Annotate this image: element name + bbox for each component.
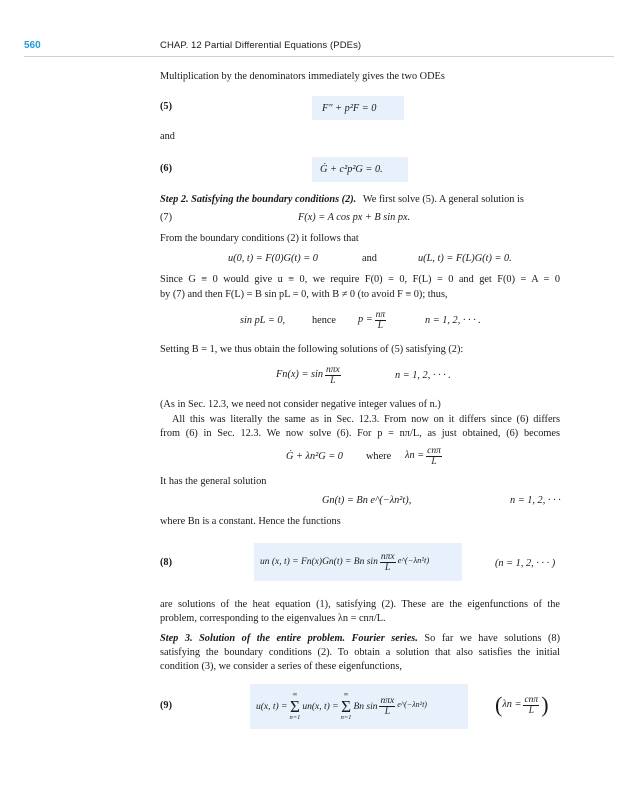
paragraph-all-1: All this was literally the same as in Sec. 12.3. From now on it differs since (6) differs xyxy=(172,414,560,425)
paragraph-are-1: are solutions of the heat equation (1), satisfying (2). These are the eigenfunctions of the xyxy=(160,599,560,610)
eq5-label: (5) xyxy=(160,101,173,112)
eq6-box xyxy=(312,157,408,182)
eq9-box xyxy=(250,684,468,729)
gdot-lambda: λn = $\frac{\text{cnπ}}{L}$ xyxy=(405,445,441,467)
header-rule xyxy=(24,56,614,57)
eq6-label: (6) xyxy=(160,163,173,174)
step3-text-3: condition (3), we consider a series of these eigenfunctions, xyxy=(160,661,402,672)
fn-fraction: $\frac{\text{nπx}}{L}$ xyxy=(325,364,340,386)
eq9-label: (9) xyxy=(160,700,173,711)
step2-text: We first solve (5). A general solution is xyxy=(362,194,524,205)
step2-paragraph xyxy=(160,193,560,207)
page-number: 560 xyxy=(24,40,41,51)
eq5-text: F″ + p²F = 0 xyxy=(322,102,377,114)
step2-heading: Step 2. Satisfying the boundary conditions (2). xyxy=(160,194,357,205)
paragraph-all-2: from (6) in Sec. 12.3. We now solve (6). For p = nπ/L, as just obtained, (6) becomes xyxy=(160,428,560,439)
eq9-sum-2: ∞ Σ n=1 xyxy=(340,691,352,721)
eq7-text: F(x) = A cos px + B sin px. xyxy=(298,212,411,223)
paragraph-as-in: (As in Sec. 12.3, we need not consider negative integer values of n.) xyxy=(160,399,441,410)
paragraph-intro: Multiplication by the denominators immediately gives the two ODEs xyxy=(160,71,445,82)
sinpl-p: p = $\frac{n\pi}{L}$ xyxy=(358,309,386,331)
step3-heading: Step 3. Solution of the entire problem. Fourier series. xyxy=(160,633,418,644)
eq9-equation: u(x, t) = ∞ Σ n=1 un(x, t) = ∞ Σ n=1 Bn sin $\frac{\text{nπx}}{L}$ e^(−λn²t) xyxy=(256,691,427,721)
chapter-title: CHAP. 12 Partial Differential Equations (PDEs) xyxy=(160,40,362,51)
eq8-fraction: $\frac{\text{nπx}}{L}$ xyxy=(380,551,395,573)
eq8-equation: un (x, t) = Fn(x)Gn(t) = Bn sin $\frac{\text{nπx}}{L}$ e^(−λn²t) xyxy=(260,551,430,573)
eq5-box xyxy=(312,96,404,120)
fn-equation: Fn(x) = sin $\frac{\text{nπx}}{L}$ xyxy=(276,364,340,386)
eq9-sum-1: ∞ Σ n=1 xyxy=(289,691,301,721)
paragraph-where: where Bn is a constant. Hence the functions xyxy=(160,516,341,527)
eq8-label: (8) xyxy=(160,557,173,568)
eq9-fraction: $\frac{\text{nπx}}{L}$ xyxy=(380,696,395,717)
gn-equation: Gn(t) = Bn e^(−λn²t), xyxy=(322,495,412,506)
paragraph-since-1: Since G ≡ 0 would give u ≡ 0, we require F(0) = 0, F(L) = 0 and get F(0) = A = 0 xyxy=(160,274,560,285)
paragraph-are-2: problem, corresponding to the eigenvalues λn = cnπ/L. xyxy=(160,613,386,624)
step3-paragraph xyxy=(160,632,560,646)
sinpl-fraction: $\frac{n\pi}{L}$ xyxy=(375,309,386,331)
step3-text-2: satisfying the boundary conditions (2). To obtain a solution that also satisfies the initial xyxy=(160,647,560,658)
gdot-where: where xyxy=(366,451,392,462)
fn-n: n = 1, 2, · · · . xyxy=(395,370,451,381)
sinpl-hence: hence xyxy=(312,315,337,326)
eq6-text: Ġ + c²p²G = 0. xyxy=(320,164,383,175)
paragraph-general: It has the general solution xyxy=(160,476,267,487)
gn-n: n = 1, 2, · · · xyxy=(510,495,561,506)
bc-right: u(L, t) = F(L)G(t) = 0. xyxy=(418,253,512,264)
paragraph-and: and xyxy=(160,131,175,142)
bc-and: and xyxy=(362,253,377,264)
sinpl-left: sin pL = 0, xyxy=(240,315,286,326)
eq8-n: (n = 1, 2, · · · ) xyxy=(495,558,556,569)
eq9-lambda: ( λn = $\frac{\text{cnπ}}{L}$ ) xyxy=(495,692,549,717)
paragraph-from: From the boundary conditions (2) it follows that xyxy=(160,233,359,244)
eq8-box xyxy=(254,543,462,581)
gdot-fraction: $\frac{\text{cnπ}}{L}$ xyxy=(427,445,441,467)
paragraph-since-2: by (7) and then F(L) = B sin pL = 0, with B ≠ 0 (to avoid F ≡ 0); thus, xyxy=(160,289,448,300)
bc-left: u(0, t) = F(0)G(t) = 0 xyxy=(228,253,318,264)
gdot-left: Ġ + λn²G = 0 xyxy=(286,451,343,462)
eq7-label: (7) xyxy=(160,212,173,223)
sinpl-n: n = 1, 2, · · · . xyxy=(425,315,481,326)
paragraph-setting: Setting B = 1, we thus obtain the following solutions of (5) satisfying (2): xyxy=(160,344,464,355)
eq9-lambda-fraction: $\frac{\text{cnπ}}{L}$ xyxy=(524,694,539,716)
step3-text-1: So far we have solutions (8) xyxy=(424,633,560,644)
